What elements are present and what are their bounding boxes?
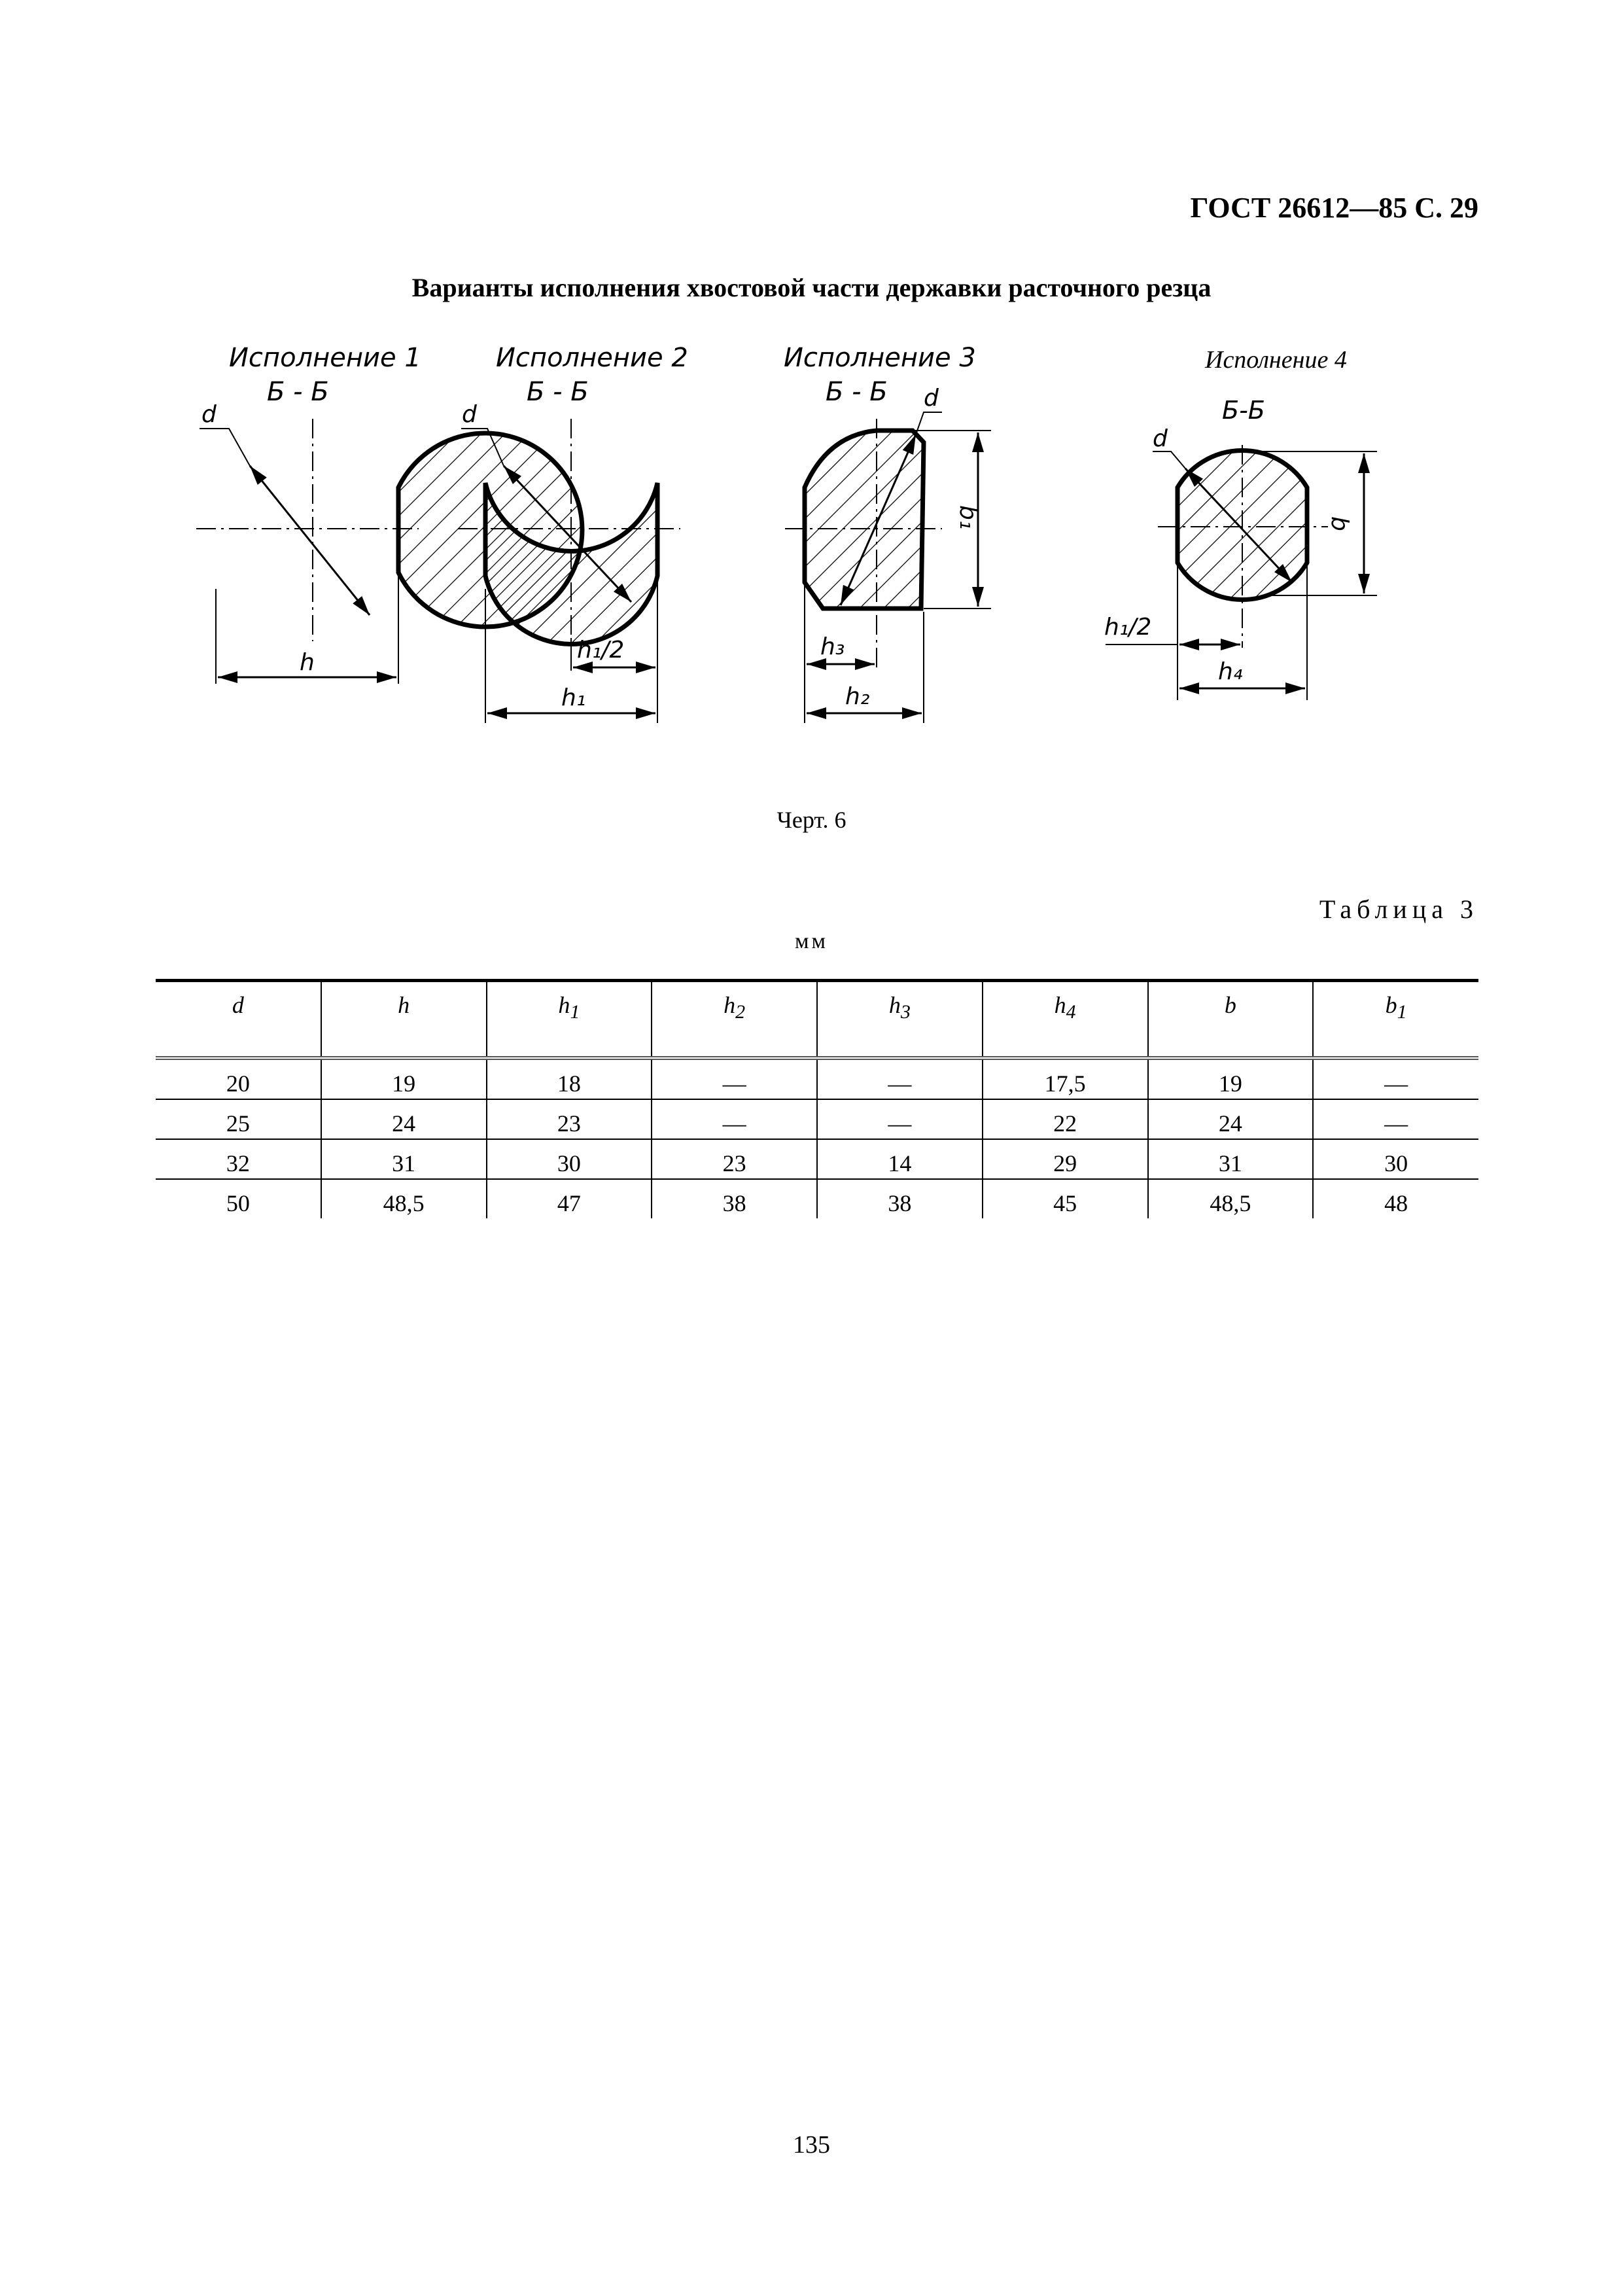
variant-4-section-label: Б-Б <box>1222 396 1265 425</box>
variant-2-dim-d: d <box>462 401 477 428</box>
dimensions-table <box>156 979 1478 1218</box>
table-label: Таблица 3 <box>1319 894 1478 924</box>
variant-1-dim-d: d <box>201 401 217 428</box>
table-cell: 20 <box>156 1058 321 1099</box>
column-header-h: h <box>321 981 487 1059</box>
variant-3-label: Исполнение 3 <box>784 343 976 373</box>
variant-3-section-label: Б - Б <box>826 377 888 407</box>
table-cell: 24 <box>1148 1099 1314 1139</box>
column-header-h2: $h_2$ <box>652 981 817 1059</box>
column-header-b1: $b_1$ <box>1313 981 1478 1059</box>
page-header: ГОСТ 26612—85 С. 29 <box>1190 192 1478 224</box>
table-cell: 29 <box>983 1139 1148 1179</box>
variant-1-dim-h: h <box>300 649 315 676</box>
variant-4-dim-d: d <box>1153 425 1168 452</box>
table-cell: 45 <box>983 1179 1148 1218</box>
table-units: мм <box>794 929 829 953</box>
table-cell: 48,5 <box>1148 1179 1314 1218</box>
figure-caption: Черт. 6 <box>777 807 846 833</box>
table-cell: 47 <box>487 1179 652 1218</box>
table-cell: 50 <box>226 1190 250 1216</box>
table-cell: — <box>652 1058 817 1099</box>
table-cell: — <box>1313 1058 1478 1099</box>
table-row <box>156 1058 1478 1099</box>
column-header-h4: $h_4$ <box>983 981 1148 1059</box>
column-header-b: b <box>1148 981 1314 1059</box>
table-cell: 17,5 <box>983 1058 1148 1099</box>
table-cell: 48,5 <box>321 1179 487 1218</box>
table-cell: — <box>817 1058 983 1099</box>
table-cell: 18 <box>487 1058 652 1099</box>
table-cell: 30 <box>487 1139 652 1179</box>
variant-4-dim-b: b <box>1326 516 1353 531</box>
page-title: Варианты исполнения хвостовой части державки расточного резца <box>411 273 1212 302</box>
variant-4-dim-h1-half: h₁/2 <box>1104 614 1152 641</box>
page-number: 135 <box>793 2131 830 2159</box>
column-header-h1: $h_1$ <box>487 981 652 1059</box>
variant-3-dim-h2: h₂ <box>845 683 870 710</box>
table-cell: 24 <box>321 1099 487 1139</box>
variant-2-label: Исполнение 2 <box>496 343 688 373</box>
column-header-d: d <box>156 981 321 1059</box>
table-cell: — <box>817 1099 983 1139</box>
table-cell: 30 <box>1313 1139 1478 1179</box>
table-cell: 23 <box>652 1139 817 1179</box>
table-cell: 19 <box>1148 1058 1314 1099</box>
table-cell: 48 <box>1313 1179 1478 1218</box>
table-cell: 14 <box>817 1139 983 1179</box>
table-cell: — <box>1313 1099 1478 1139</box>
technical-drawing <box>0 327 1623 752</box>
table-cell: 38 <box>817 1179 983 1218</box>
variant-3-dim-b1: b₁ <box>954 505 981 530</box>
table-header-row <box>156 981 1478 1059</box>
variant-2-section-label: Б - Б <box>527 377 589 407</box>
table-cell: 32 <box>156 1139 321 1179</box>
variant-2-dim-h1: h₁ <box>561 684 586 711</box>
variant-4-section <box>1104 346 1377 700</box>
table-cell: 23 <box>487 1099 652 1139</box>
table-cell: 19 <box>321 1058 487 1099</box>
table-cell: 22 <box>983 1099 1148 1139</box>
table-cell: — <box>652 1099 817 1139</box>
variant-3-dim-d: d <box>924 385 939 412</box>
column-header-h3: $h_3$ <box>817 981 983 1059</box>
variant-1-section-label: Б - Б <box>267 377 329 407</box>
variant-3-dim-h3: h₃ <box>820 633 845 660</box>
table-cell: 38 <box>652 1179 817 1218</box>
table-cell: 31 <box>321 1139 487 1179</box>
variant-3-section <box>784 343 991 723</box>
table-row <box>156 1179 1478 1218</box>
variant-4-dim-h4: h₄ <box>1218 658 1243 685</box>
table-row <box>156 1099 1478 1139</box>
variant-2-dim-h1-half: h₁/2 <box>577 637 625 663</box>
table-cell: 31 <box>1148 1139 1314 1179</box>
variant-1-label: Исполнение 1 <box>229 343 421 373</box>
table-cell: 25 <box>156 1099 321 1139</box>
table-row <box>156 1139 1478 1179</box>
variant-4-label: Исполнение 4 <box>1205 346 1347 374</box>
